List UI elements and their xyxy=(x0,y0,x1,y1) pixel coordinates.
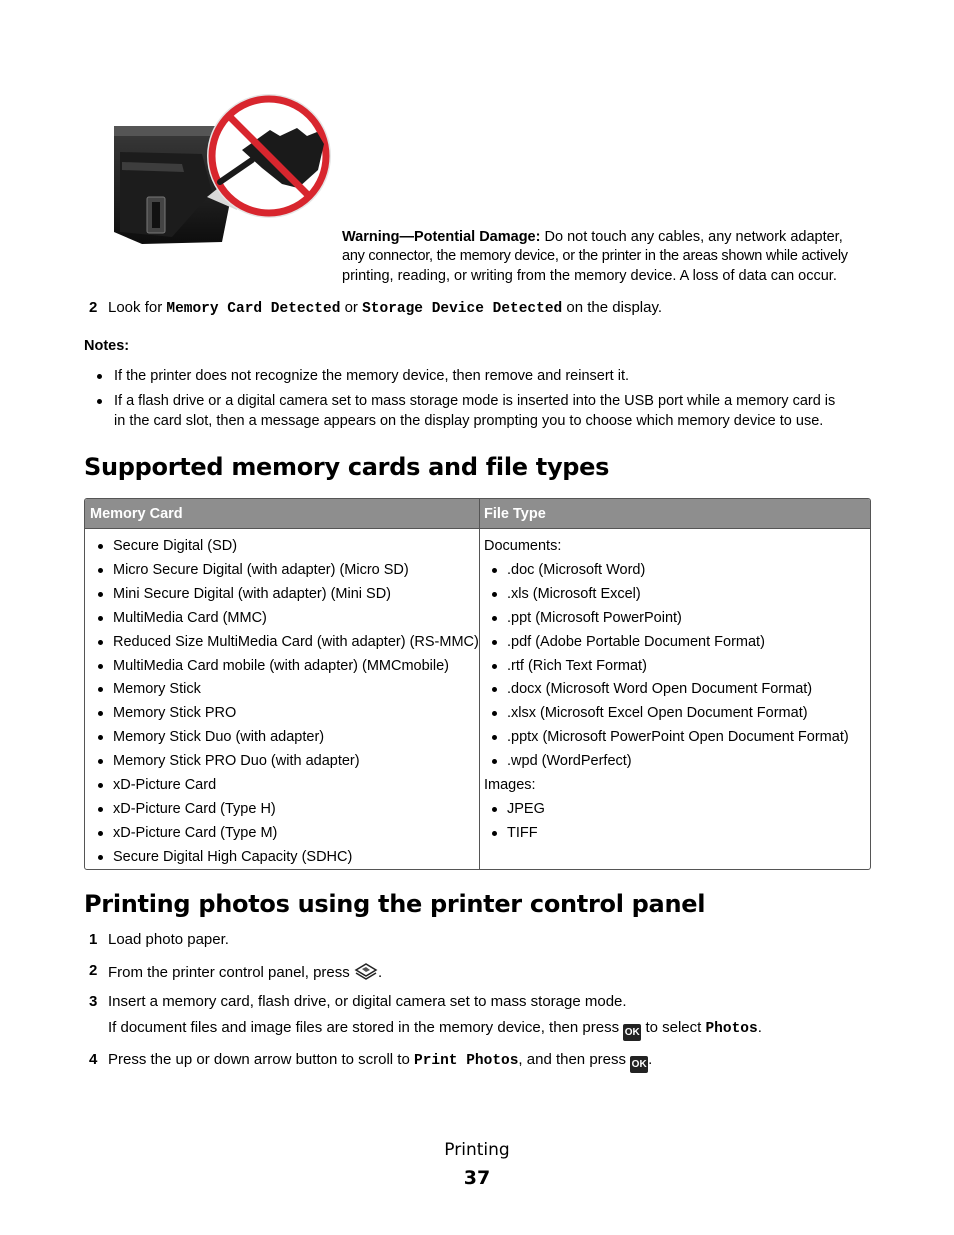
bullet xyxy=(97,374,102,379)
step-text: Insert a memory card, flash drive, or digital camera set to mass storage mode. xyxy=(108,993,627,1010)
warning-text-1: Do not touch any cables, any network adapter, xyxy=(544,229,843,245)
notes-title: Notes: xyxy=(84,338,130,354)
step-text: or xyxy=(344,299,358,316)
memory-card-list xyxy=(85,535,479,870)
list-item: Mini Secure Digital (with adapter) (Mini SD) xyxy=(85,583,479,607)
step-text: If document files and image files are stored in the memory device, then press xyxy=(108,1019,620,1036)
list-item: JPEG xyxy=(479,798,864,822)
step-number: 3 xyxy=(89,993,98,1010)
list-item: Secure Digital High Capacity (SDHC) xyxy=(85,846,479,870)
column-header-file-type: File Type xyxy=(484,506,546,522)
step-text: Press the up or down arrow button to scroll to xyxy=(108,1051,410,1068)
list-item: Micro Secure Digital (with adapter) (Micro SD) xyxy=(85,559,479,583)
list-item: .wpd (WordPerfect) xyxy=(479,750,864,774)
step-text: . xyxy=(377,964,383,981)
list-item: Secure Digital (SD) xyxy=(85,535,479,559)
file-type-cell xyxy=(484,535,864,846)
step-number: 4 xyxy=(89,1051,98,1068)
step-scroll-print-photos xyxy=(108,1051,652,1073)
list-item: Memory Stick PRO Duo (with adapter) xyxy=(85,750,479,774)
footer-section-name: Printing xyxy=(444,1140,510,1160)
step-press-photo-button xyxy=(108,962,382,984)
column-header-memory-card: Memory Card xyxy=(90,506,183,522)
list-item: .docx (Microsoft Word Open Document Format) xyxy=(479,678,864,702)
list-item: TIFF xyxy=(479,822,864,846)
list-item: .rtf (Rich Text Format) xyxy=(479,655,864,679)
list-item: .pdf (Adobe Portable Document Format) xyxy=(479,631,864,655)
display-message-code: Memory Card Detected xyxy=(166,301,341,317)
page-number: 37 xyxy=(463,1167,491,1189)
image-types-list xyxy=(479,798,864,846)
list-item: xD-Picture Card (Type M) xyxy=(85,822,479,846)
list-item: Memory Stick Duo (with adapter) xyxy=(85,726,479,750)
ok-button-icon: OK xyxy=(630,1056,648,1073)
note-item-continued: in the card slot, then a message appears on the display prompting you to choose which memory device to use. xyxy=(114,413,824,429)
documents-label: Documents: xyxy=(484,538,562,554)
step-text: Look for xyxy=(108,299,163,316)
warning-line-1 xyxy=(342,228,882,247)
images-label: Images: xyxy=(484,777,536,794)
step-text: , and then press xyxy=(518,1051,626,1068)
list-item: Memory Stick xyxy=(85,678,479,702)
display-menu-code: Print Photos xyxy=(414,1053,519,1069)
no-touch-illustration xyxy=(112,92,334,247)
step-substep xyxy=(108,1019,762,1041)
list-item: .pptx (Microsoft PowerPoint Open Document Format) xyxy=(479,726,864,750)
ok-button-icon: OK xyxy=(623,1024,641,1041)
step-text: From the printer control panel, press xyxy=(108,964,350,981)
display-message-code: Storage Device Detected xyxy=(362,301,563,317)
step-text: on the display. xyxy=(566,299,663,316)
header-divider xyxy=(85,528,870,529)
table-header xyxy=(85,499,870,528)
step-text: . xyxy=(648,1051,653,1068)
note-item: If the printer does not recognize the memory device, then remove and reinsert it. xyxy=(114,368,630,384)
step-look-for-message xyxy=(108,299,662,317)
list-item: Memory Stick PRO xyxy=(85,702,479,726)
list-item: MultiMedia Card mobile (with adapter) (MMCmobile) xyxy=(85,655,479,679)
list-item: xD-Picture Card xyxy=(85,774,479,798)
warning-block xyxy=(342,228,882,286)
section-heading: Supported memory cards and file types xyxy=(84,453,610,481)
step-text: . xyxy=(757,1019,762,1036)
list-item: .xls (Microsoft Excel) xyxy=(479,583,864,607)
note-item: If a flash drive or a digital camera set to mass storage mode is inserted into the USB port while a memory card is xyxy=(114,393,836,409)
memory-card-table xyxy=(84,498,871,870)
list-item: .doc (Microsoft Word) xyxy=(479,559,864,583)
step-number: 1 xyxy=(89,931,98,948)
photo-card-icon xyxy=(354,962,378,984)
bullet xyxy=(97,399,102,404)
step-number: 2 xyxy=(89,299,98,316)
list-item: .xlsx (Microsoft Excel Open Document Format) xyxy=(479,702,864,726)
warning-line-2: any connector, the memory device, or the printer in the areas shown while actively xyxy=(342,248,848,265)
warning-label: Warning—Potential Damage: xyxy=(342,229,541,245)
step-text: to select xyxy=(645,1019,702,1036)
warning-line-3: printing, reading, or writing from the memory device. A loss of data can occur. xyxy=(342,267,837,284)
list-item: xD-Picture Card (Type H) xyxy=(85,798,479,822)
step-text: Load photo paper. xyxy=(108,931,229,948)
step-number: 2 xyxy=(89,962,98,979)
document-types-list xyxy=(479,559,864,774)
list-item: Reduced Size MultiMedia Card (with adapter) (RS-MMC) xyxy=(85,631,479,655)
list-item: .ppt (Microsoft PowerPoint) xyxy=(479,607,864,631)
display-menu-code: Photos xyxy=(705,1021,758,1037)
section-heading: Printing photos using the printer control panel xyxy=(84,890,706,918)
list-item: MultiMedia Card (MMC) xyxy=(85,607,479,631)
